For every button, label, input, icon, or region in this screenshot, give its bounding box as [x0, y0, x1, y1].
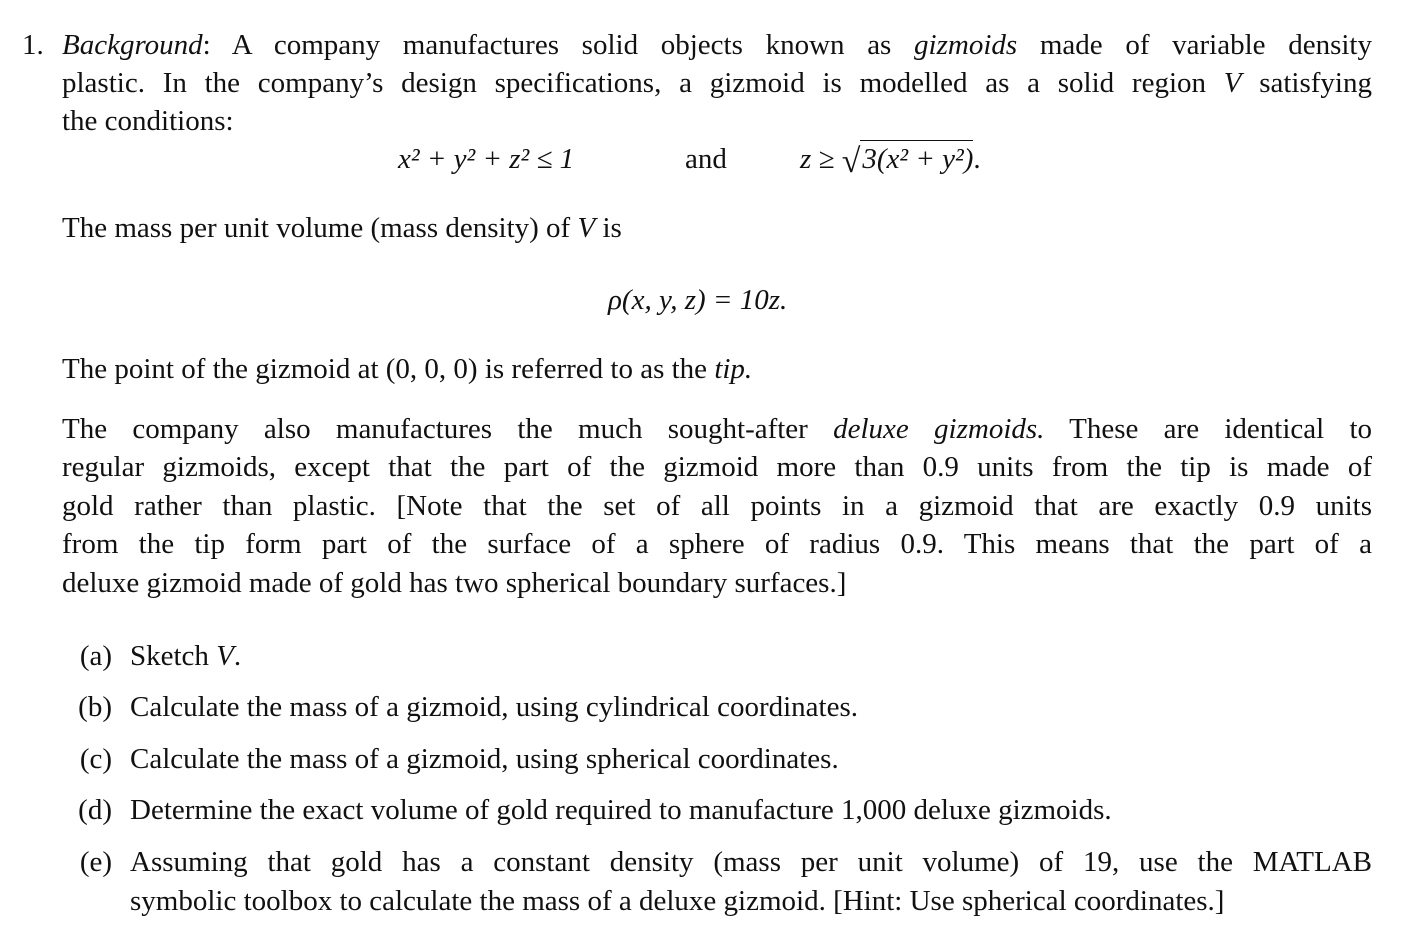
- tip-line: The point of the gizmoid at (0, 0, 0) is referred to as the tip.: [62, 353, 753, 385]
- deluxe-line-1: The company also manufactures the much sought-after deluxe gizmoids. These are identical to: [62, 413, 1372, 445]
- problem-number: 1.: [22, 29, 44, 61]
- density-formula: ρ(x, y, z) = 10z.: [608, 284, 788, 316]
- condition-sphere: x² + y² + z² ≤ 1: [398, 143, 575, 175]
- part-e-line-2: symbolic toolbox to calculate the mass of a deluxe gizmoid. [Hint: Use spherical coordinates.]: [130, 885, 1225, 917]
- background-label: Background: [62, 29, 203, 61]
- deluxe-line-4: from the tip form part of the surface of a sphere of radius 0.9. This means that the part of a: [62, 528, 1372, 560]
- deluxe-line-5: deluxe gizmoid made of gold has two spherical boundary surfaces.]: [62, 567, 847, 599]
- intro-line-1: Background: A company manufactures solid objects known as gizmoids made of variable density: [62, 29, 1372, 61]
- problem-page: 1. Background: A company manufactures solid objects known as gizmoids made of variable density plastic. In the company’s design specifications, a gizmoid is modelled as a solid region V satisfying the conditions: x² + y² + z² ≤ 1 and z ≥ √3(x² + y²). The mass per unit volume (mass density) of V is ρ(x, y, z) = 10z. The point of the gizmoid at (0, 0, 0) is referred to as the tip. The company also manufactures the much sought-after deluxe gizmoids. These are identical to regular gizmoids, except that the part of the gizmoid more than 0.9 units from the tip is made of gold rather than plastic. [Note that the set of all points in a gizmoid that are exactly 0.9 units from the tip form part of the surface of a sphere of radius 0.9. This means that the part of a deluxe gizmoid made of gold has two spherical boundary surfaces.] (a) Sketch V. (b) Calculate the mass of a gizmoid, using cylindrical coordinates. (c) Calculate the mass of a gizmoid, using spherical coordinates. (d) Determine the exact volume of gold required to manufacture 1,000 deluxe gizmoids. (e) Assuming that gold has a constant density (mass per unit volume) of 19, use the MATLAB symbolic toolbox to calculate the mass of a deluxe gizmoid. [Hint: Use spherical coordinates.]: [0, 0, 1402, 934]
- intro-line-2: plastic. In the company’s design specifications, a gizmoid is modelled as a solid region V satisfying: [62, 67, 1372, 99]
- density-line: The mass per unit volume (mass density) of V is: [62, 212, 622, 244]
- intro-line-3: the conditions:: [62, 105, 234, 137]
- deluxe-term: deluxe gizmoids.: [833, 413, 1045, 445]
- tip-term: tip.: [714, 353, 753, 385]
- condition-and: and: [685, 143, 727, 175]
- deluxe-line-2: regular gizmoids, except that the part of the gizmoid more than 0.9 units from the tip is made of: [62, 451, 1372, 483]
- gizmoids-term: gizmoids: [914, 29, 1018, 61]
- condition-cone: z ≥ √3(x² + y²).: [800, 140, 981, 181]
- deluxe-line-3: gold rather than plastic. [Note that the set of all points in a gizmoid that are exactly 0.9 units: [62, 490, 1372, 522]
